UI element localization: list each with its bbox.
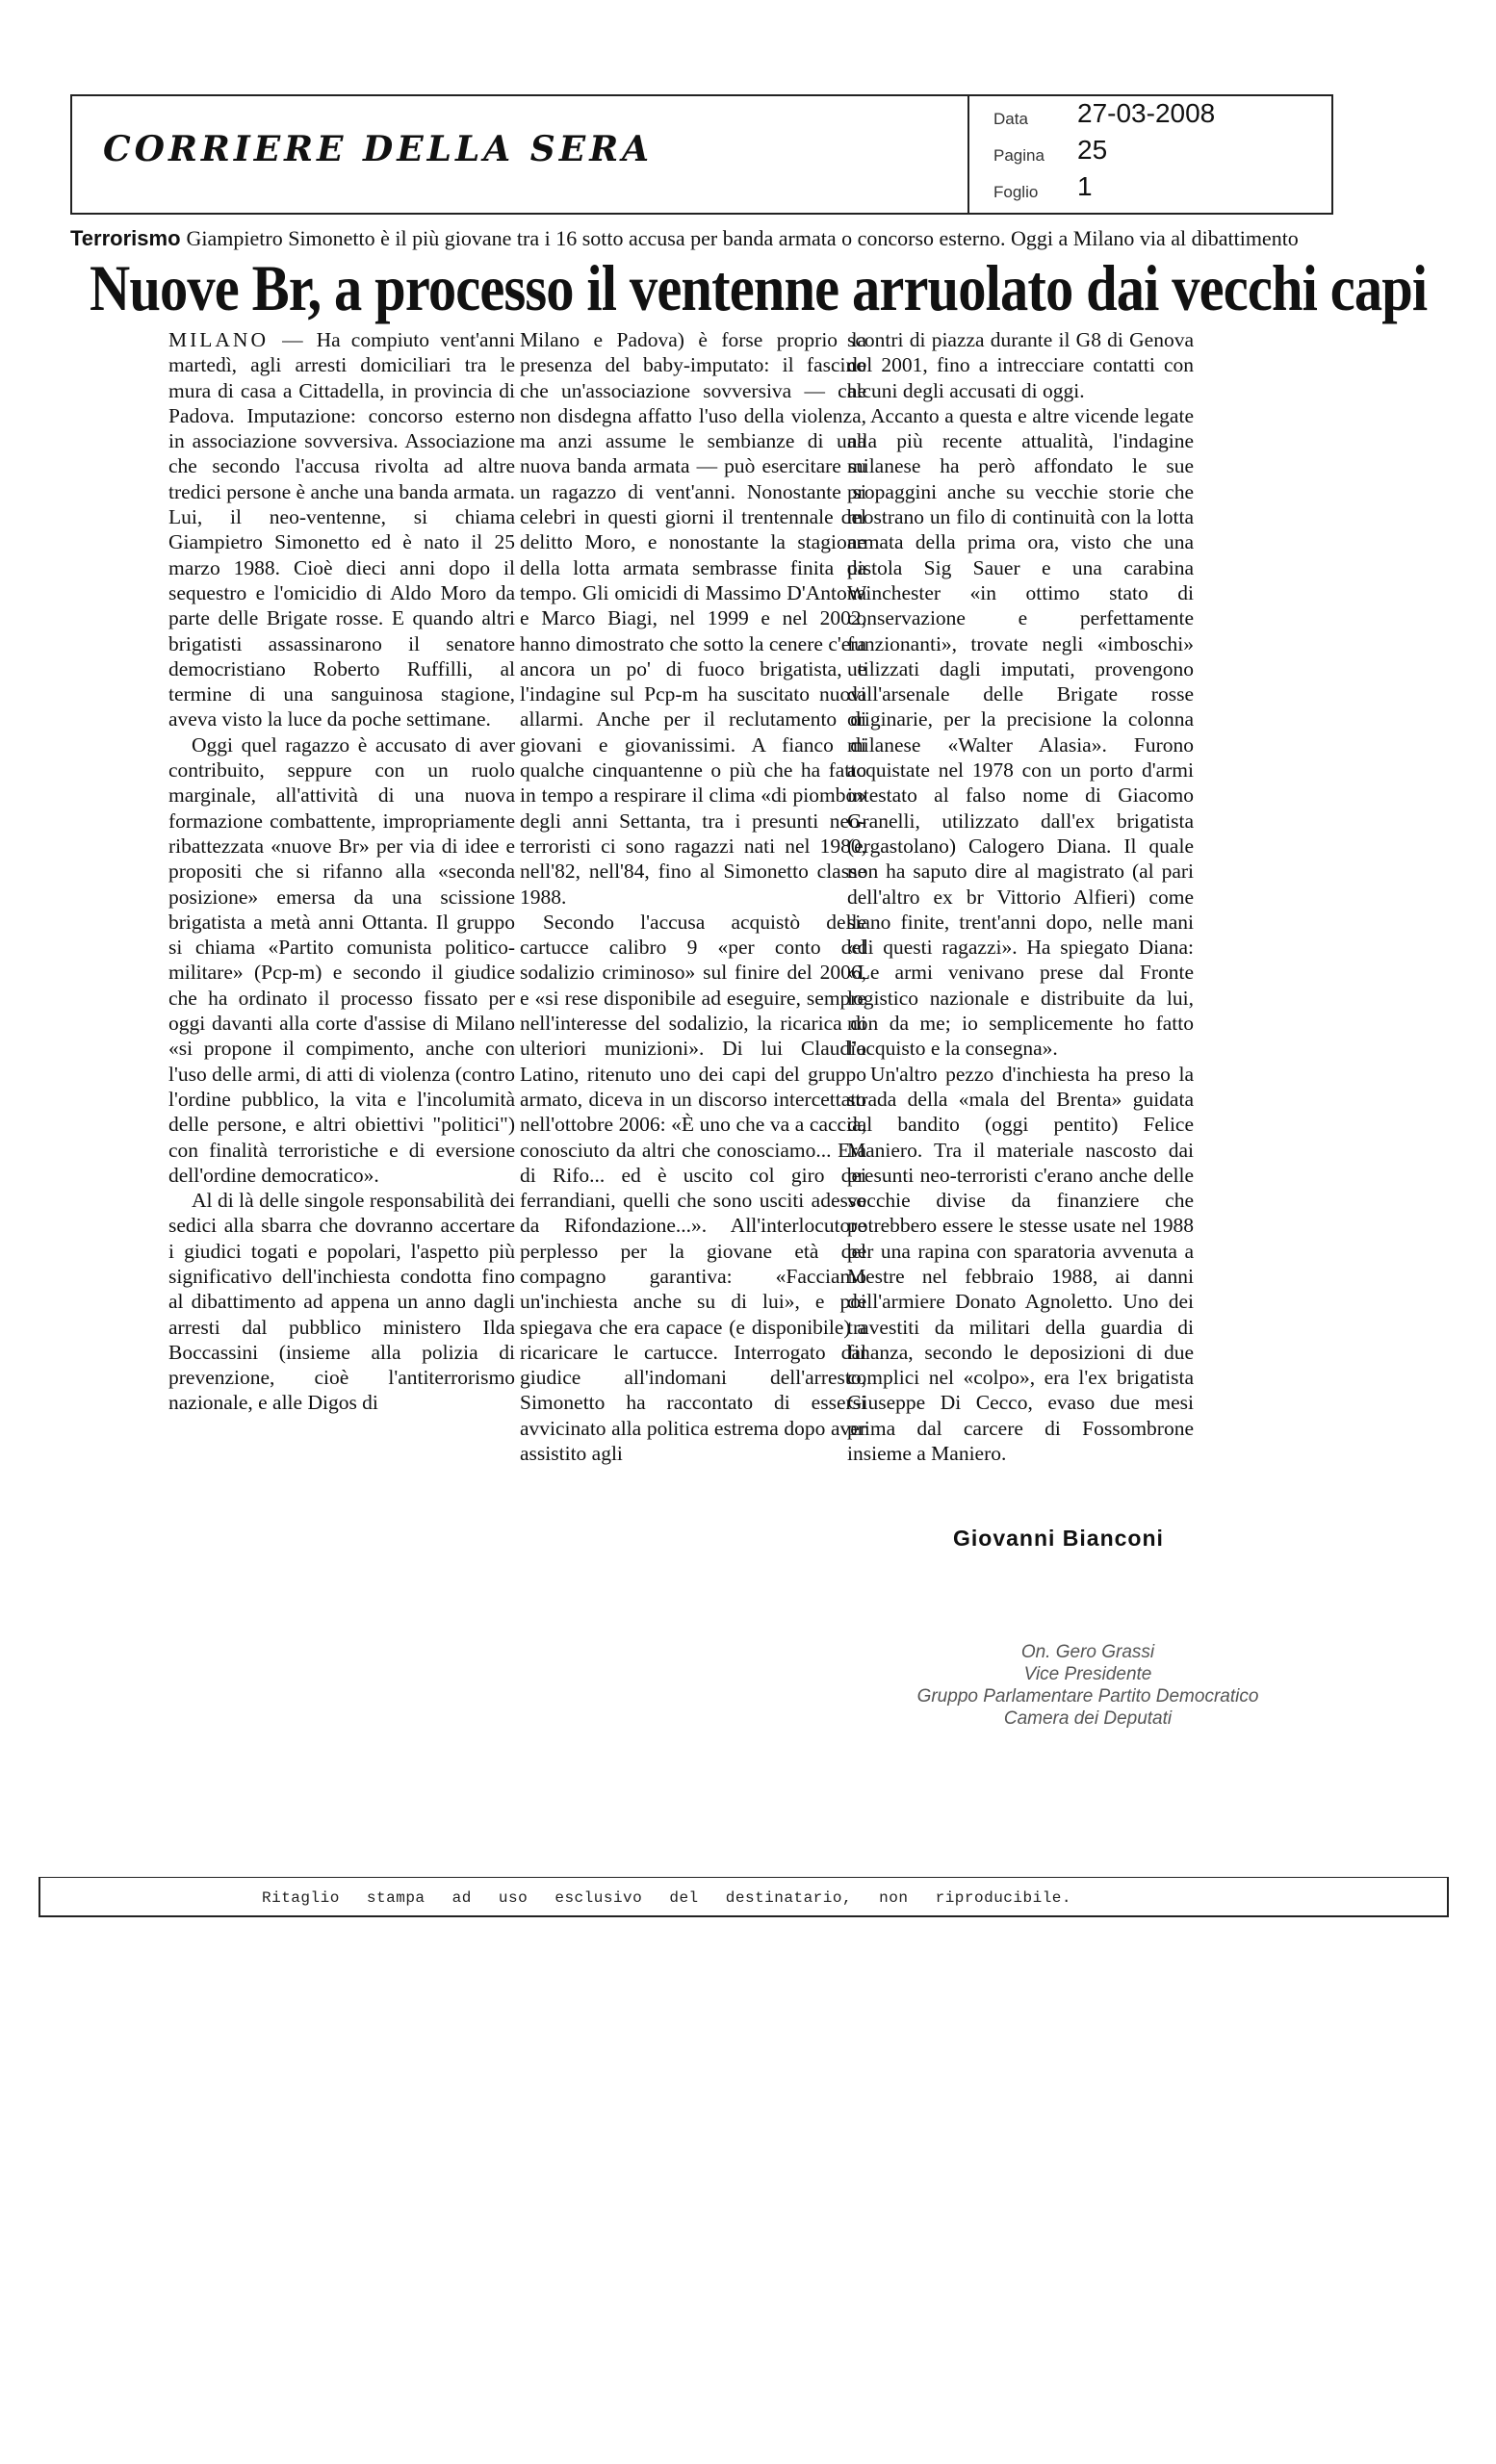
article-headline: Nuove Br, a processo il ventenne arruolato dai vecchi capi [90,251,1428,324]
meta-value: 25 [1077,135,1108,165]
newspaper-masthead: CORRIERE DELLA SERA [103,129,654,169]
stamp-line: Vice Presidente [1023,1664,1152,1684]
meta-row-sheet [969,169,1335,204]
article-paragraph: MILANO — Ha compiuto vent'anni martedì, agli arresti domiciliari tra le mura di casa a Cittadella, in provincia di Padova. Imputazione: concorso esterno in associazione sovversiva. Associazione che secondo l'accusa rivolta ad altre tredici persone è anche una banda armata. Lui, il neo-ventenne, si chiama Giampietro Simonetto ed è nato il 25 marzo 1988. Cioè dieci anni dopo il sequestro e l'omicidio di Aldo Moro da parte delle Brigate rosse. E quando altri brigatisti assassinarono il senatore democristiano Roberto Ruffilli, al termine di una sanguinosa stagione, aveva visto la luce da poche settimane. [168,328,515,732]
meta-label: Foglio [993,183,1039,201]
article-column-1 [168,327,515,1416]
meta-value: 27-03-2008 [1077,98,1216,128]
article-paragraph: Accanto a questa e altre vicende legate alla più recente attualità, l'indagine milanese ha però affondato le sue propaggini anche su vecchie storie che mostrano un filo di continuità con la lotta armata della prima ora, visto che una pistola Sig Sauer e una carabina Winchester «in ottimo stato di conservazione e perfettamente funzionanti», trovate negli «imboschi» utilizzati dagli imputati, provengono dall'arsenale delle Brigate rosse originarie, per la precisione la colonna milanese «Walter Alasia». Furono acquistate nel 1978 con un porto d'armi intestato al falso nome di Giacomo Granelli, utilizzato dall'ex brigatista (ergastolano) Calogero Diana. Il quale non ha saputo dire al magistrato (al pari dell'altro ex br Vittorio Alfieri) come siano finite, trent'anni dopo, nelle mani «di questi ragazzi». Ha spiegato Diana: «Le armi venivano prese dal Fronte logistico nazionale e distribuite da lui, non da me; io semplicemente ho fatto l'acquisto e la consegna». [847,403,1194,1061]
article-paragraph: Oggi quel ragazzo è accusato di aver contribuito, seppure con un ruolo marginale, all'attività di una nuova formazione combattente, impropriamente ribattezzata «nuove Br» per via di idee e propositi che si rifanno alla «seconda posizione» emersa da una scissione brigatista a metà anni Ottanta. Il gruppo si chiama «Partito comunista politico-militare» (Pcp-m) e secondo il giudice che ha ordinato il processo fissato per oggi davanti alla corte d'assise di Milano «si propone il compimento, anche con l'uso delle armi, di atti di violenza (contro l'ordine pubblico, la vita e l'incolumità delle persone, e altri obiettivi "politici") con finalità terroristiche e di eversione dell'ordine democratico». [168,732,515,1187]
article-paragraph: Milano e Padova) è forse proprio la presenza del baby-imputato: il fascino che un'associazione sovversiva — che non disdegna affatto l'uso della violenza, ma anzi assume le sembianze di una nuova banda armata — può esercitare su un ragazzo di vent'anni. Nonostante si celebri in questi giorni il trentennale del delitto Moro, e nonostante la stagione della lotta armata sembrasse finita da tempo. Gli omicidi di Massimo D'Antona e Marco Biagi, nel 1999 e nel 2002, hanno dimostrato che sotto la cenere c'era ancora un po' di fuoco brigatista, e l'indagine sul Pcp-m ha suscitato nuovi allarmi. Anche per il reclutamento di giovani e giovanissimi. A fianco di qualche cinquantenne o più che ha fatto in tempo a respirare il clima «di piombo» degli anni Settanta, tra i presunti neo-terroristi ci sono ragazzi nati nel 1980, nell'82, nell'84, fino al Simonetto classe 1988. [520,328,866,909]
article-topic: Terrorismo [70,226,181,250]
footer-disclaimer: Ritaglio stampa ad uso esclusivo del destinatario, non riproducibile. [262,1889,1072,1907]
article-column-2 [520,327,866,1466]
article-paragraph: scontri di piazza durante il G8 di Genova del 2001, fino a intrecciare contatti con alcuni degli accusati di oggi. [847,328,1194,402]
meta-label: Pagina [993,146,1045,165]
header-frame [70,94,1333,215]
footer-frame [39,1877,1449,1917]
meta-box [967,96,1335,213]
article-paragraph: Al di là delle singole responsabilità dei sedici alla sbarra che dovranno accertare i giudici togati e popolari, l'aspetto più significativo dell'inchiesta condotta fino al dibattimento ad appena un anno dagli arresti dal pubblico ministero Ilda Boccassini (insieme alla polizia di prevenzione, cioè l'antiterrorismo nazionale, e alle Digos di [168,1189,515,1415]
meta-label: Data [993,110,1028,128]
kicker-text: Giampietro Simonetto è il più giovane tra i 16 sotto accusa per banda armata o concorso esterno. Oggi a Milano via al dibattimento [186,226,1299,250]
stamp-line: Gruppo Parlamentare Partito Democratico [916,1686,1259,1707]
office-stamp [876,1641,1300,1730]
stamp-line: Camera dei Deputati [1003,1708,1173,1729]
article-paragraph: Un'altro pezzo d'inchiesta ha preso la strada della «mala del Brenta» guidata dal bandito (oggi pentito) Felice Maniero. Tra il materiale nascosto dai presunti neo-terroristi c'erano anche delle vecchie divise da finanziere che potrebbero essere le stesse usate nel 1988 per una rapina con sparatoria avvenuta a Mestre nel febbraio 1988, ai danni dell'armiere Donato Agnoletto. Uno dei travestiti da militari della guardia di finanza, secondo le deposizioni di due complici nel «colpo», era l'ex brigatista Giuseppe Di Cecco, evaso due mesi prima dal carcere di Fossombrone insieme a Maniero. [847,1062,1194,1466]
meta-value: 1 [1077,171,1093,201]
article-byline: Giovanni Bianconi [953,1526,1164,1551]
article-dateline: MILANO — [168,328,306,351]
article-column-3 [847,327,1194,1466]
stamp-line: On. Gero Grassi [1020,1642,1155,1662]
meta-row-date [969,96,1335,131]
article-kicker [70,226,1333,251]
meta-row-page [969,133,1335,167]
article-paragraph: Secondo l'accusa acquistò delle cartucce calibro 9 «per conto del sodalizio criminoso» sul finire del 2006, e «si rese disponibile ad eseguire, sempre nell'interesse del sodalizio, la ricarica di ulteriori munizioni». Di lui Claudio Latino, ritenuto uno dei capi del gruppo armato, diceva in un discorso intercettato nell'ottobre 2006: «È uno che va a caccia, conosciuto da altri che conosciamo... Era di Rifo... ed è uscito col giro dei ferrandiani, quelli che sono usciti adesso da Rifondazione...». All'interlocutore perplesso per la giovane età del compagno garantiva: «Facciamo un'inchiesta anche su di lui», e poi spiegava che era capace (e disponibile) a ricaricare le cartucce. Interrogato dal giudice all'indomani dell'arresto, Simonetto ha raccontato di essersi avvicinato alla politica estrema dopo aver assistito agli [520,910,866,1466]
